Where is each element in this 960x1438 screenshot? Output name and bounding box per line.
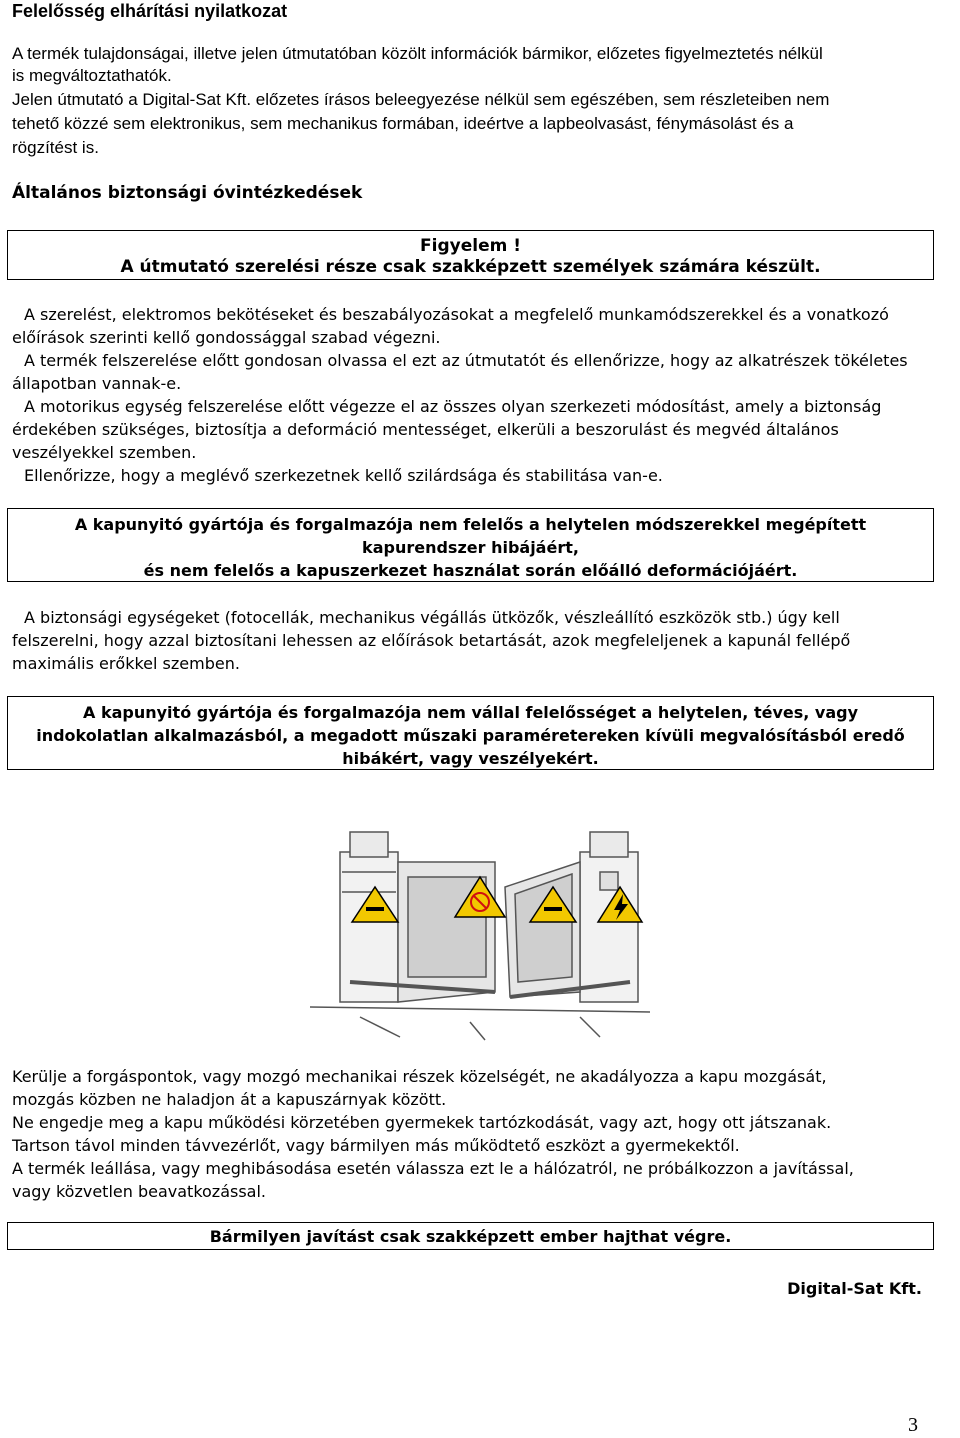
signature: Digital-Sat Kft. — [787, 1279, 922, 1298]
avoid-line: Kerülje a forgáspontok, vagy mozgó mechanikai részek közelségét, ne akadályozza a kapu mozgását, — [12, 1067, 827, 1086]
warning-title: Figyelem ! — [420, 236, 521, 256]
avoid-line: A termék leállása, vagy meghibásodása esetén válassza ezt le a hálózatról, ne próbálkozzon a javítással, — [12, 1159, 854, 1178]
disclaimer-line: A termék tulajdonságai, illetve jelen útmutatóban közölt információk bármikor, előzetes figyelmeztetés nélkül — [12, 44, 823, 63]
repair-box — [7, 1222, 934, 1250]
safety-units-line: A biztonsági egységeket (fotocellák, mechanikus végállás ütközők, vészleállító eszközök stb.) úgy kell — [24, 608, 840, 627]
liability-line: és nem felelős a kapuszerkezet használat során előálló deformációjáért. — [143, 561, 798, 580]
paragraph-line: Ellenőrizze, hogy a meglévő szerkezetnek kellő szilárdsága és stabilitása van-e. — [24, 466, 663, 485]
repair-text: Bármilyen javítást csak szakképzett ember hajthat végre. — [209, 1227, 732, 1246]
paragraph-line: veszélyekkel szemben. — [12, 443, 197, 462]
avoid-line: mozgás közben ne haladjon át a kapuszárnyak között. — [12, 1090, 447, 1109]
safety-units-line: maximális erőkkel szemben. — [12, 654, 240, 673]
disclaimer-line: rögzítést is. — [12, 138, 99, 157]
paragraph-line: előírások szerinti kellő gondossággal szabad végezni. — [12, 328, 441, 347]
disclaimer-line: Jelen útmutató a Digital-Sat Kft. előzetes írásos beleegyezése nélkül sem egészében, sem részleteiben nem — [12, 90, 830, 109]
avoid-line: Tartson távol minden távvezérlőt, vagy bármilyen más működtető eszközt a gyermekektől. — [12, 1136, 740, 1155]
liability-line: A kapunyitó gyártója és forgalmazója nem felelős a helytelen módszerekkel megépített — [74, 515, 867, 534]
liability-line: hibákért, vagy veszélyekért. — [342, 749, 599, 768]
paragraph-line: A motorikus egység felszerelése előtt végezze el az összes olyan szerkezeti módosítást, amely a biztonság — [24, 397, 882, 416]
liability-line: indokolatlan alkalmazásból, a megadott műszaki paraméretereken kívüli megvalósításból eredő — [36, 726, 905, 745]
safety-title: Általános biztonsági óvintézkedések — [12, 183, 363, 203]
avoid-line: vagy közvetlen beavatkozással. — [12, 1182, 267, 1201]
warning-box — [7, 230, 934, 280]
liability-line: A kapunyitó gyártója és forgalmazója nem vállal felelősséget a helytelen, téves, vagy — [83, 703, 858, 722]
paragraph-line: A termék felszerelése előtt gondosan olvassa el ezt az útmutatót és ellenőrizze, hogy az alkatrészek tökéletes — [24, 351, 908, 370]
disclaimer-title: Felelősség elhárítási nyilatkozat — [12, 1, 288, 21]
paragraph-line: érdekében szükséges, biztosítja a deformáció mentességet, elkerüli a beszorulást és megvéd általános — [12, 420, 839, 439]
avoid-line: Ne engedje meg a kapu működési körzetében gyermekek tartózkodását, vagy azt, hogy ott játszanak. — [12, 1113, 832, 1132]
liability-line: kapurendszer hibájáért, — [362, 538, 579, 557]
safety-units-line: felszerelni, hogy azzal biztosítani lehessen az előírások betartását, azok megfeleljenek a kapunál fellépő — [12, 631, 851, 650]
gate-illustration — [280, 822, 680, 1044]
warning-text: A útmutató szerelési része csak szakképzett személyek számára készült. — [120, 257, 821, 277]
liability-box-2 — [7, 696, 934, 770]
paragraph-line: állapotban vannak-e. — [12, 374, 182, 393]
disclaimer-line: tehető közzé sem elektronikus, sem mechanikus formában, ideértve a lapbeolvasást, fénymásolást és a — [12, 114, 794, 133]
page-number: 3 — [908, 1414, 918, 1436]
liability-box-1 — [7, 508, 934, 582]
disclaimer-line: is megváltoztathatók. — [12, 66, 172, 85]
paragraph-line: A szerelést, elektromos bekötéseket és beszabályozásokat a megfelelő munkamódszerekkel és a vonatkozó — [24, 305, 889, 324]
